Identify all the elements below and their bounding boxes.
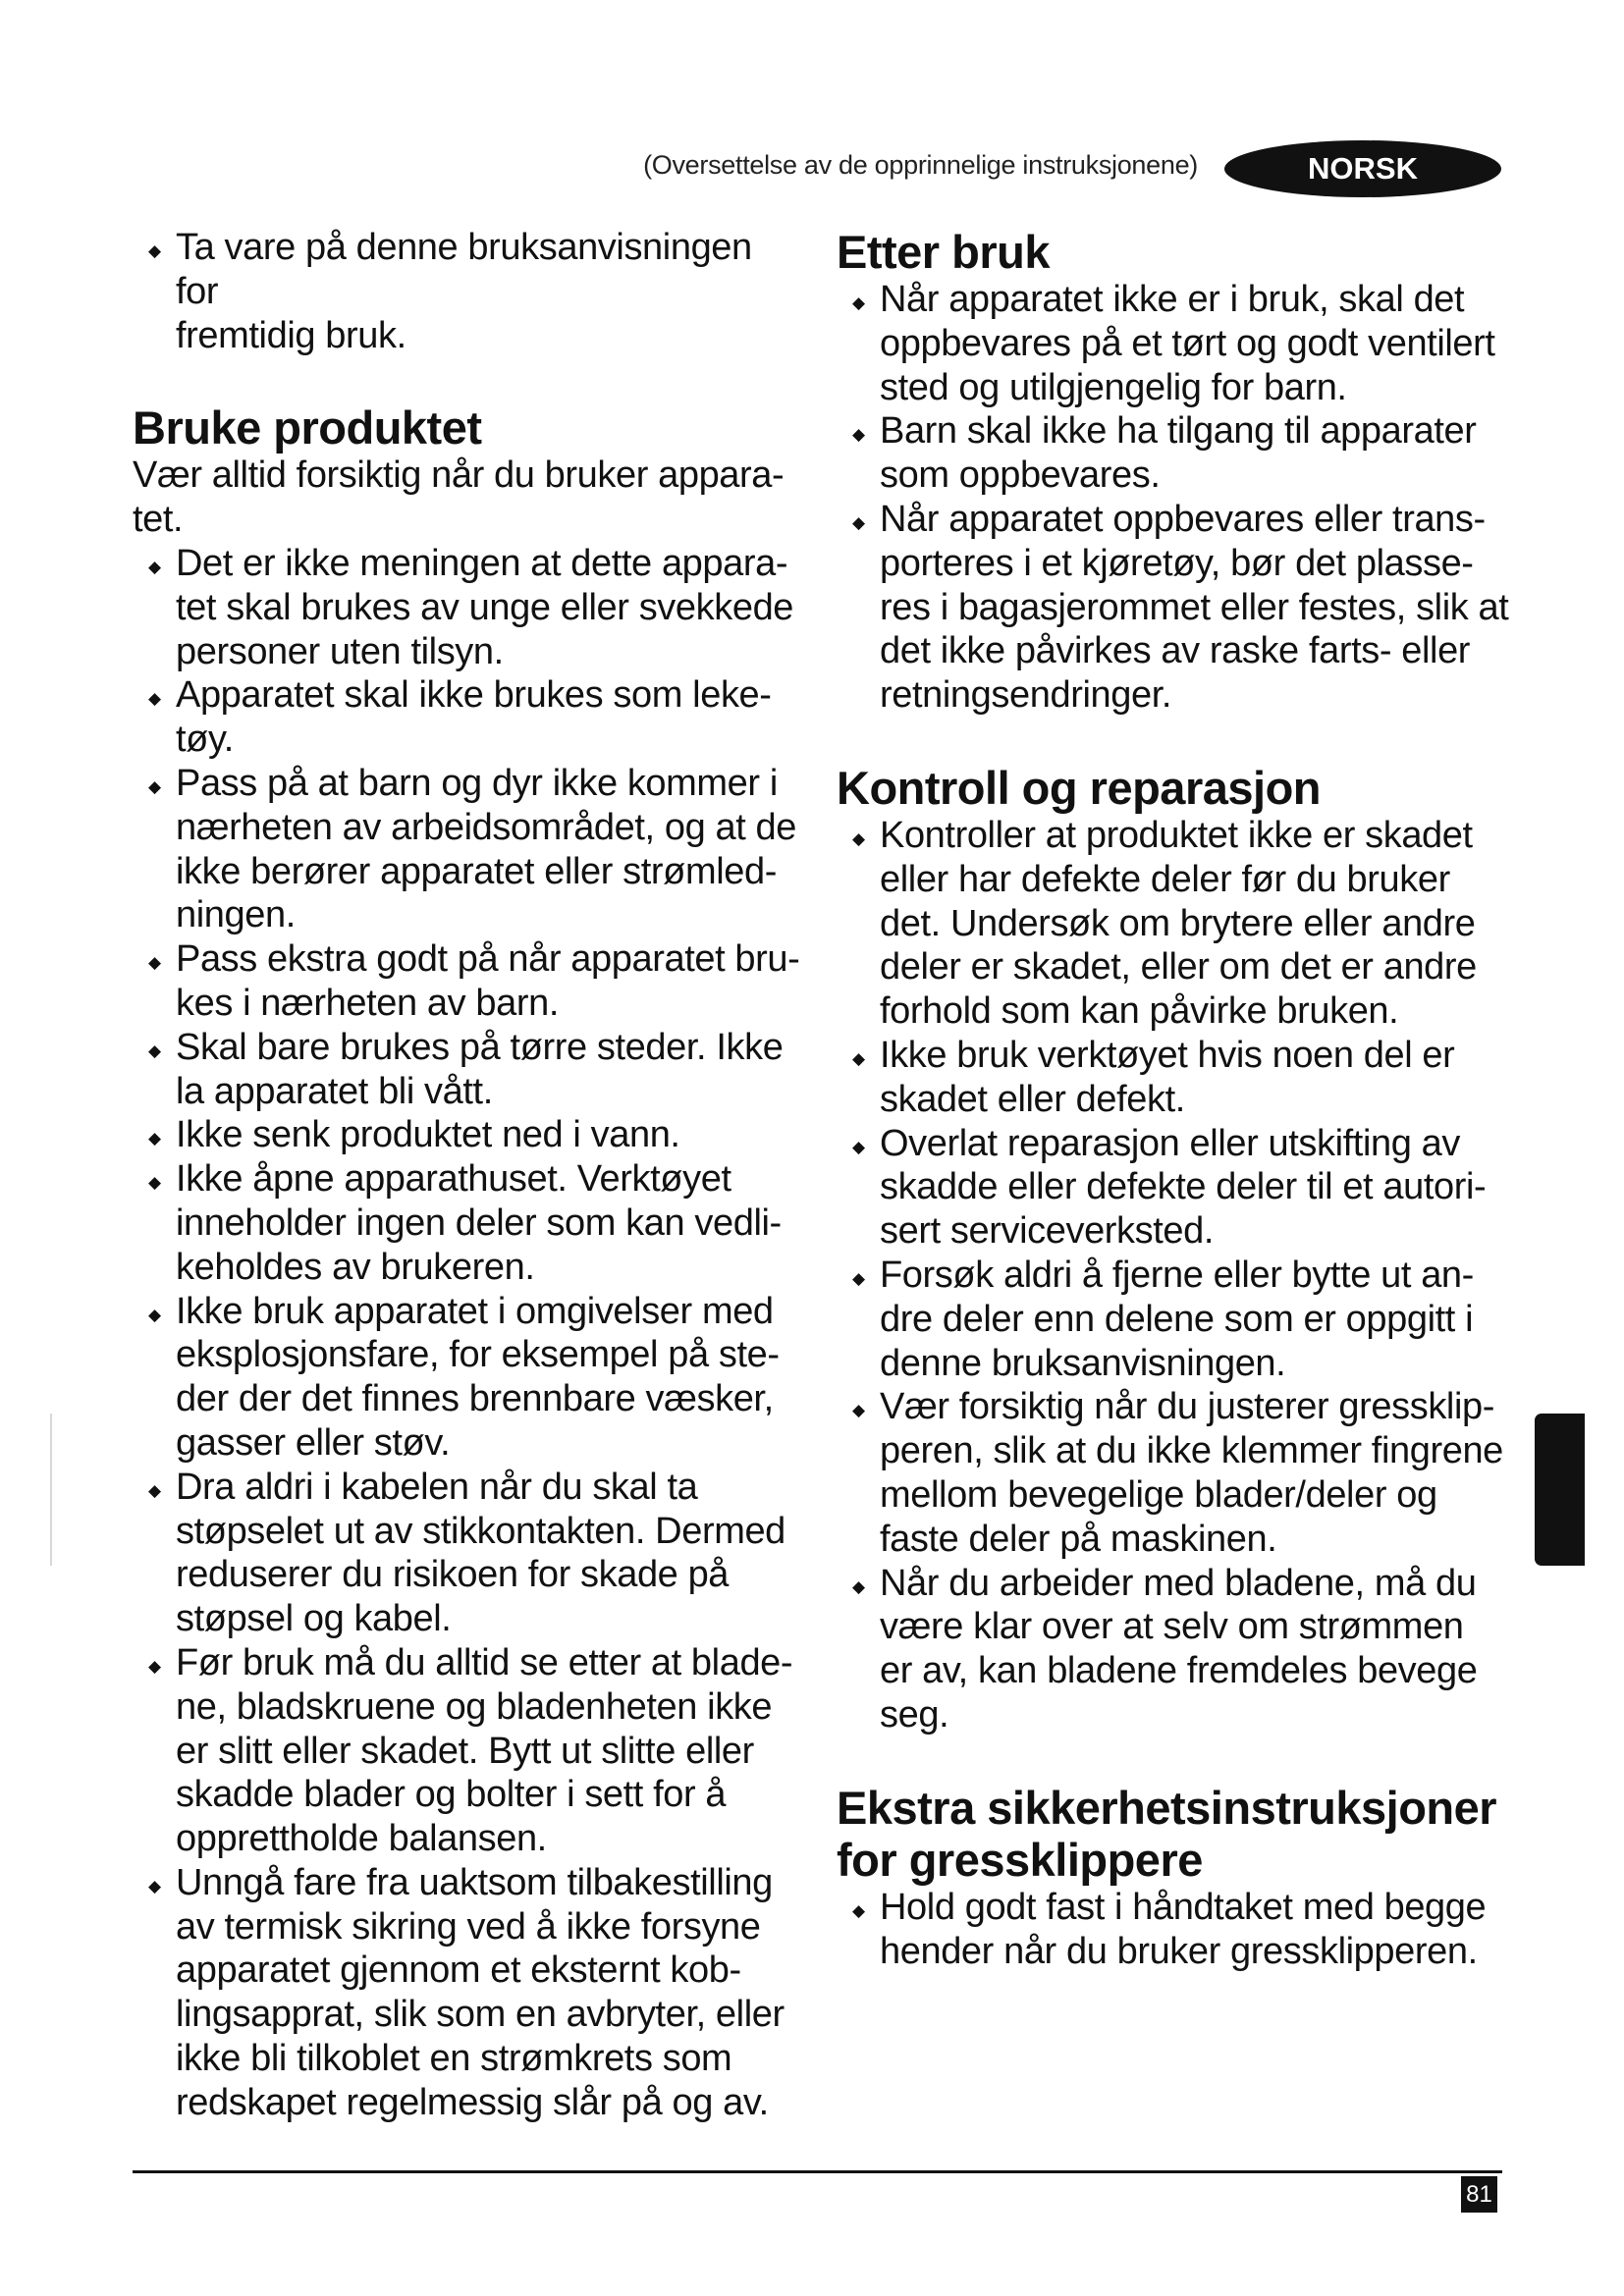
list-item-line: redskapet regelmessig slår på og av. — [176, 2081, 769, 2123]
list-item — [133, 1290, 800, 1466]
bullet-icon: ◆ — [148, 1305, 161, 1324]
list-item-line: Hold godt fast i håndtaket med begge — [880, 1886, 1487, 1928]
list-item-line: Forsøk aldri å fjerne eller bytte ut an- — [880, 1254, 1474, 1296]
list-item-line: av termisk sikring ved å ikke forsyne — [176, 1905, 761, 1948]
section-heading-extra — [837, 1782, 1514, 1886]
list-item-line: opprettholde balansen. — [176, 1818, 547, 1860]
list-item-line: gasser eller støv. — [176, 1421, 451, 1464]
bullet-icon: ◆ — [148, 1129, 161, 1148]
list-item-line: keholdes av brukeren. — [176, 1246, 535, 1288]
bullet-icon: ◆ — [852, 828, 865, 848]
list-item — [133, 762, 800, 937]
side-tab-marker — [1535, 1414, 1585, 1566]
inspection-list — [837, 814, 1514, 1737]
intro-list — [133, 226, 800, 357]
list-item-line: Kontroller at produktet ikke er skadet — [880, 814, 1473, 856]
list-item-line: apparatet gjennom et eksternt kob- — [176, 1949, 741, 1992]
list-item-line: peren, slik at du ikke klemmer fingrene — [880, 1430, 1503, 1472]
list-item-line: oppbevares på et tørt og godt ventilert — [880, 322, 1495, 364]
list-item — [837, 1254, 1514, 1385]
list-item — [837, 1385, 1514, 1561]
list-item-line: Ikke senk produktet ned i vann. — [176, 1114, 680, 1156]
extra-list — [837, 1886, 1514, 1974]
bullet-icon: ◆ — [148, 557, 161, 576]
list-item-line: tøy. — [176, 719, 234, 761]
list-item — [133, 937, 800, 1026]
list-item-line: skadde eller defekte deler til et autori- — [880, 1166, 1487, 1208]
list-item-line: eller har defekte deler før du bruker — [880, 858, 1450, 900]
intro-line: Vær alltid forsiktig når du bruker appara- — [133, 454, 785, 497]
list-item-line: reduserer du risikoen for skade på — [176, 1554, 730, 1596]
list-item-line: Ikke åpne apparathuset. Verktøyet — [176, 1158, 731, 1201]
list-item — [837, 409, 1514, 498]
list-item-line: Ta vare på denne bruksanvisningen for — [176, 227, 752, 312]
list-item-line: kes i nærheten av barn. — [176, 982, 560, 1024]
list-item — [837, 814, 1514, 1034]
list-item-line: la apparatet bli vått. — [176, 1070, 493, 1112]
list-item — [133, 1466, 800, 1641]
list-item-line: Vær forsiktig når du justerer gressklip- — [880, 1386, 1494, 1428]
list-item-line: være klar over at selv om strømmen — [880, 1606, 1464, 1648]
left-column — [133, 226, 800, 2125]
list-item-line: det. Undersøk om brytere eller andre — [880, 902, 1476, 944]
list-item-line: hender når du bruker gressklipperen. — [880, 1930, 1478, 1972]
bullet-icon: ◆ — [852, 512, 865, 532]
using-list — [133, 542, 800, 2125]
list-item-line: personer uten tilsyn. — [176, 630, 504, 672]
list-item-line: som oppbevares. — [880, 454, 1161, 497]
list-item — [837, 498, 1514, 718]
list-item-line: inneholder ingen deler som kan vedli- — [176, 1201, 782, 1244]
list-item — [837, 1034, 1514, 1122]
list-item-line: Ikke bruk apparatet i omgivelser med — [176, 1290, 774, 1332]
intro-line: tet. — [133, 499, 184, 541]
section-heading-after-use: Etter bruk — [837, 226, 1050, 278]
list-item-line: Pass ekstra godt på når apparatet bru- — [176, 938, 800, 981]
list-item — [837, 1562, 1514, 1737]
list-item-line: mellom bevegelige blader/deler og — [880, 1473, 1437, 1516]
list-item-line: denne bruksanvisningen. — [880, 1342, 1286, 1384]
bullet-icon: ◆ — [148, 689, 161, 709]
list-item-line: sert serviceverksted. — [880, 1210, 1215, 1253]
list-item-line: Pass på at barn og dyr ikke kommer i — [176, 762, 778, 804]
list-item-line: er av, kan bladene fremdeles bevege — [880, 1650, 1478, 1692]
list-item-line: Ikke bruk verktøyet hvis noen del er — [880, 1034, 1455, 1076]
list-item-line: Unngå fare fra uaktsom tilbakestilling — [176, 1861, 773, 1903]
bullet-icon: ◆ — [148, 776, 161, 796]
list-item-line: Barn skal ikke ha tilgang til apparater — [880, 410, 1477, 453]
list-item-line: eksplosjonsfare, for eksempel på ste- — [176, 1334, 780, 1376]
list-item — [133, 542, 800, 673]
list-item-line: sted og utilgjengelig for barn. — [880, 366, 1347, 408]
list-item-line: porteres i et kjøretøy, bør det plasse- — [880, 542, 1474, 584]
list-item — [133, 1026, 800, 1114]
heading-line: Ekstra sikkerhetsinstruksjoner — [837, 1781, 1497, 1834]
list-item-line: Når apparatet ikke er i bruk, skal det — [880, 279, 1465, 320]
list-item — [837, 1122, 1514, 1254]
translation-note: (Oversettelse av de opprinnelige instruksjonene) — [643, 150, 1198, 180]
list-item-line: retningsendringer. — [880, 674, 1172, 717]
list-item-line: ningen. — [176, 894, 296, 936]
bullet-icon: ◆ — [852, 1137, 865, 1156]
right-column — [837, 226, 1514, 1973]
list-item-line: deler er skadet, eller om det er andre — [880, 946, 1477, 988]
list-item — [133, 1641, 800, 1861]
bullet-icon: ◆ — [852, 1900, 865, 1920]
list-item-line: res i bagasjerommet eller festes, slik at — [880, 586, 1509, 628]
bullet-icon: ◆ — [148, 241, 161, 260]
bullet-icon: ◆ — [148, 1876, 161, 1896]
bullet-icon: ◆ — [852, 1576, 865, 1596]
list-item-line: er slitt eller skadet. Bytt ut slitte eller — [176, 1730, 754, 1772]
list-item — [133, 1861, 800, 2125]
list-item-line: Overlat reparasjon eller utskifting av — [880, 1122, 1460, 1164]
list-item-line: ne, bladskruene og bladenheten ikke — [176, 1685, 773, 1728]
after-use-list — [837, 278, 1514, 718]
list-item-line: Skal bare brukes på tørre steder. Ikke — [176, 1026, 784, 1068]
list-item-line: der der det finnes brennbare væsker, — [176, 1378, 774, 1420]
list-item-line: Når du arbeider med bladene, må du — [880, 1562, 1477, 1604]
bullet-icon: ◆ — [148, 1173, 161, 1193]
list-item-line: forhold som kan påvirke bruken. — [880, 990, 1399, 1033]
list-item-line: Dra aldri i kabelen når du skal ta — [176, 1466, 698, 1508]
footer-rule — [133, 2170, 1502, 2173]
margin-line — [50, 1414, 52, 1566]
list-item-line: dre deler enn delene som er oppgitt i — [880, 1298, 1474, 1340]
bullet-icon: ◆ — [852, 294, 865, 312]
list-item-line: det ikke påvirkes av raske farts- eller — [880, 630, 1471, 672]
page-number: 81 — [1461, 2176, 1497, 2213]
list-item — [837, 278, 1514, 409]
list-item-line: tet skal brukes av unge eller svekkede — [176, 586, 794, 628]
list-item-line: nærheten av arbeidsområdet, og at de — [176, 806, 797, 848]
list-item-line: ikke bli tilkoblet en strømkrets som — [176, 2038, 732, 2080]
bullet-icon: ◆ — [852, 1401, 865, 1420]
bullet-icon: ◆ — [148, 1656, 161, 1676]
list-item — [133, 1113, 800, 1157]
bullet-icon: ◆ — [852, 425, 865, 445]
heading-line: for gressklippere — [837, 1833, 1203, 1886]
list-item-line: lingsapprat, slik som en avbryter, eller — [176, 1994, 785, 2036]
list-item — [837, 1886, 1514, 1974]
list-item-line: Før bruk må du alltid se etter at blade- — [176, 1641, 793, 1683]
section-heading-using: Bruke produktet — [133, 401, 482, 454]
bullet-icon: ◆ — [148, 953, 161, 973]
section-intro — [133, 454, 800, 542]
bullet-icon: ◆ — [148, 1041, 161, 1060]
bullet-icon: ◆ — [852, 1268, 865, 1288]
list-item-line: seg. — [880, 1693, 949, 1735]
list-item-line: Apparatet skal ikke brukes som leke- — [176, 674, 772, 717]
list-item-line: støpsel og kabel. — [176, 1598, 452, 1640]
list-item-line: fremtidig bruk. — [176, 314, 406, 356]
bullet-icon: ◆ — [148, 1480, 161, 1500]
section-heading-inspection: Kontroll og reparasjon — [837, 761, 1321, 814]
language-badge: NORSK — [1224, 140, 1501, 197]
list-item — [133, 673, 800, 762]
list-item-line: faste deler på maskinen. — [880, 1518, 1277, 1560]
list-item-line: skadde blader og bolter i sett for å — [176, 1774, 727, 1816]
bullet-icon: ◆ — [852, 1048, 865, 1068]
list-item-line: Det er ikke meningen at dette appara- — [176, 542, 788, 584]
list-item-line: Når apparatet oppbevares eller trans- — [880, 498, 1486, 540]
list-item-line: ikke berører apparatet eller strømled- — [176, 850, 778, 892]
list-item-line: støpselet ut av stikkontakten. Dermed — [176, 1510, 785, 1552]
list-item-line: skadet eller defekt. — [880, 1078, 1185, 1120]
list-item — [133, 226, 800, 357]
list-item — [133, 1157, 800, 1289]
